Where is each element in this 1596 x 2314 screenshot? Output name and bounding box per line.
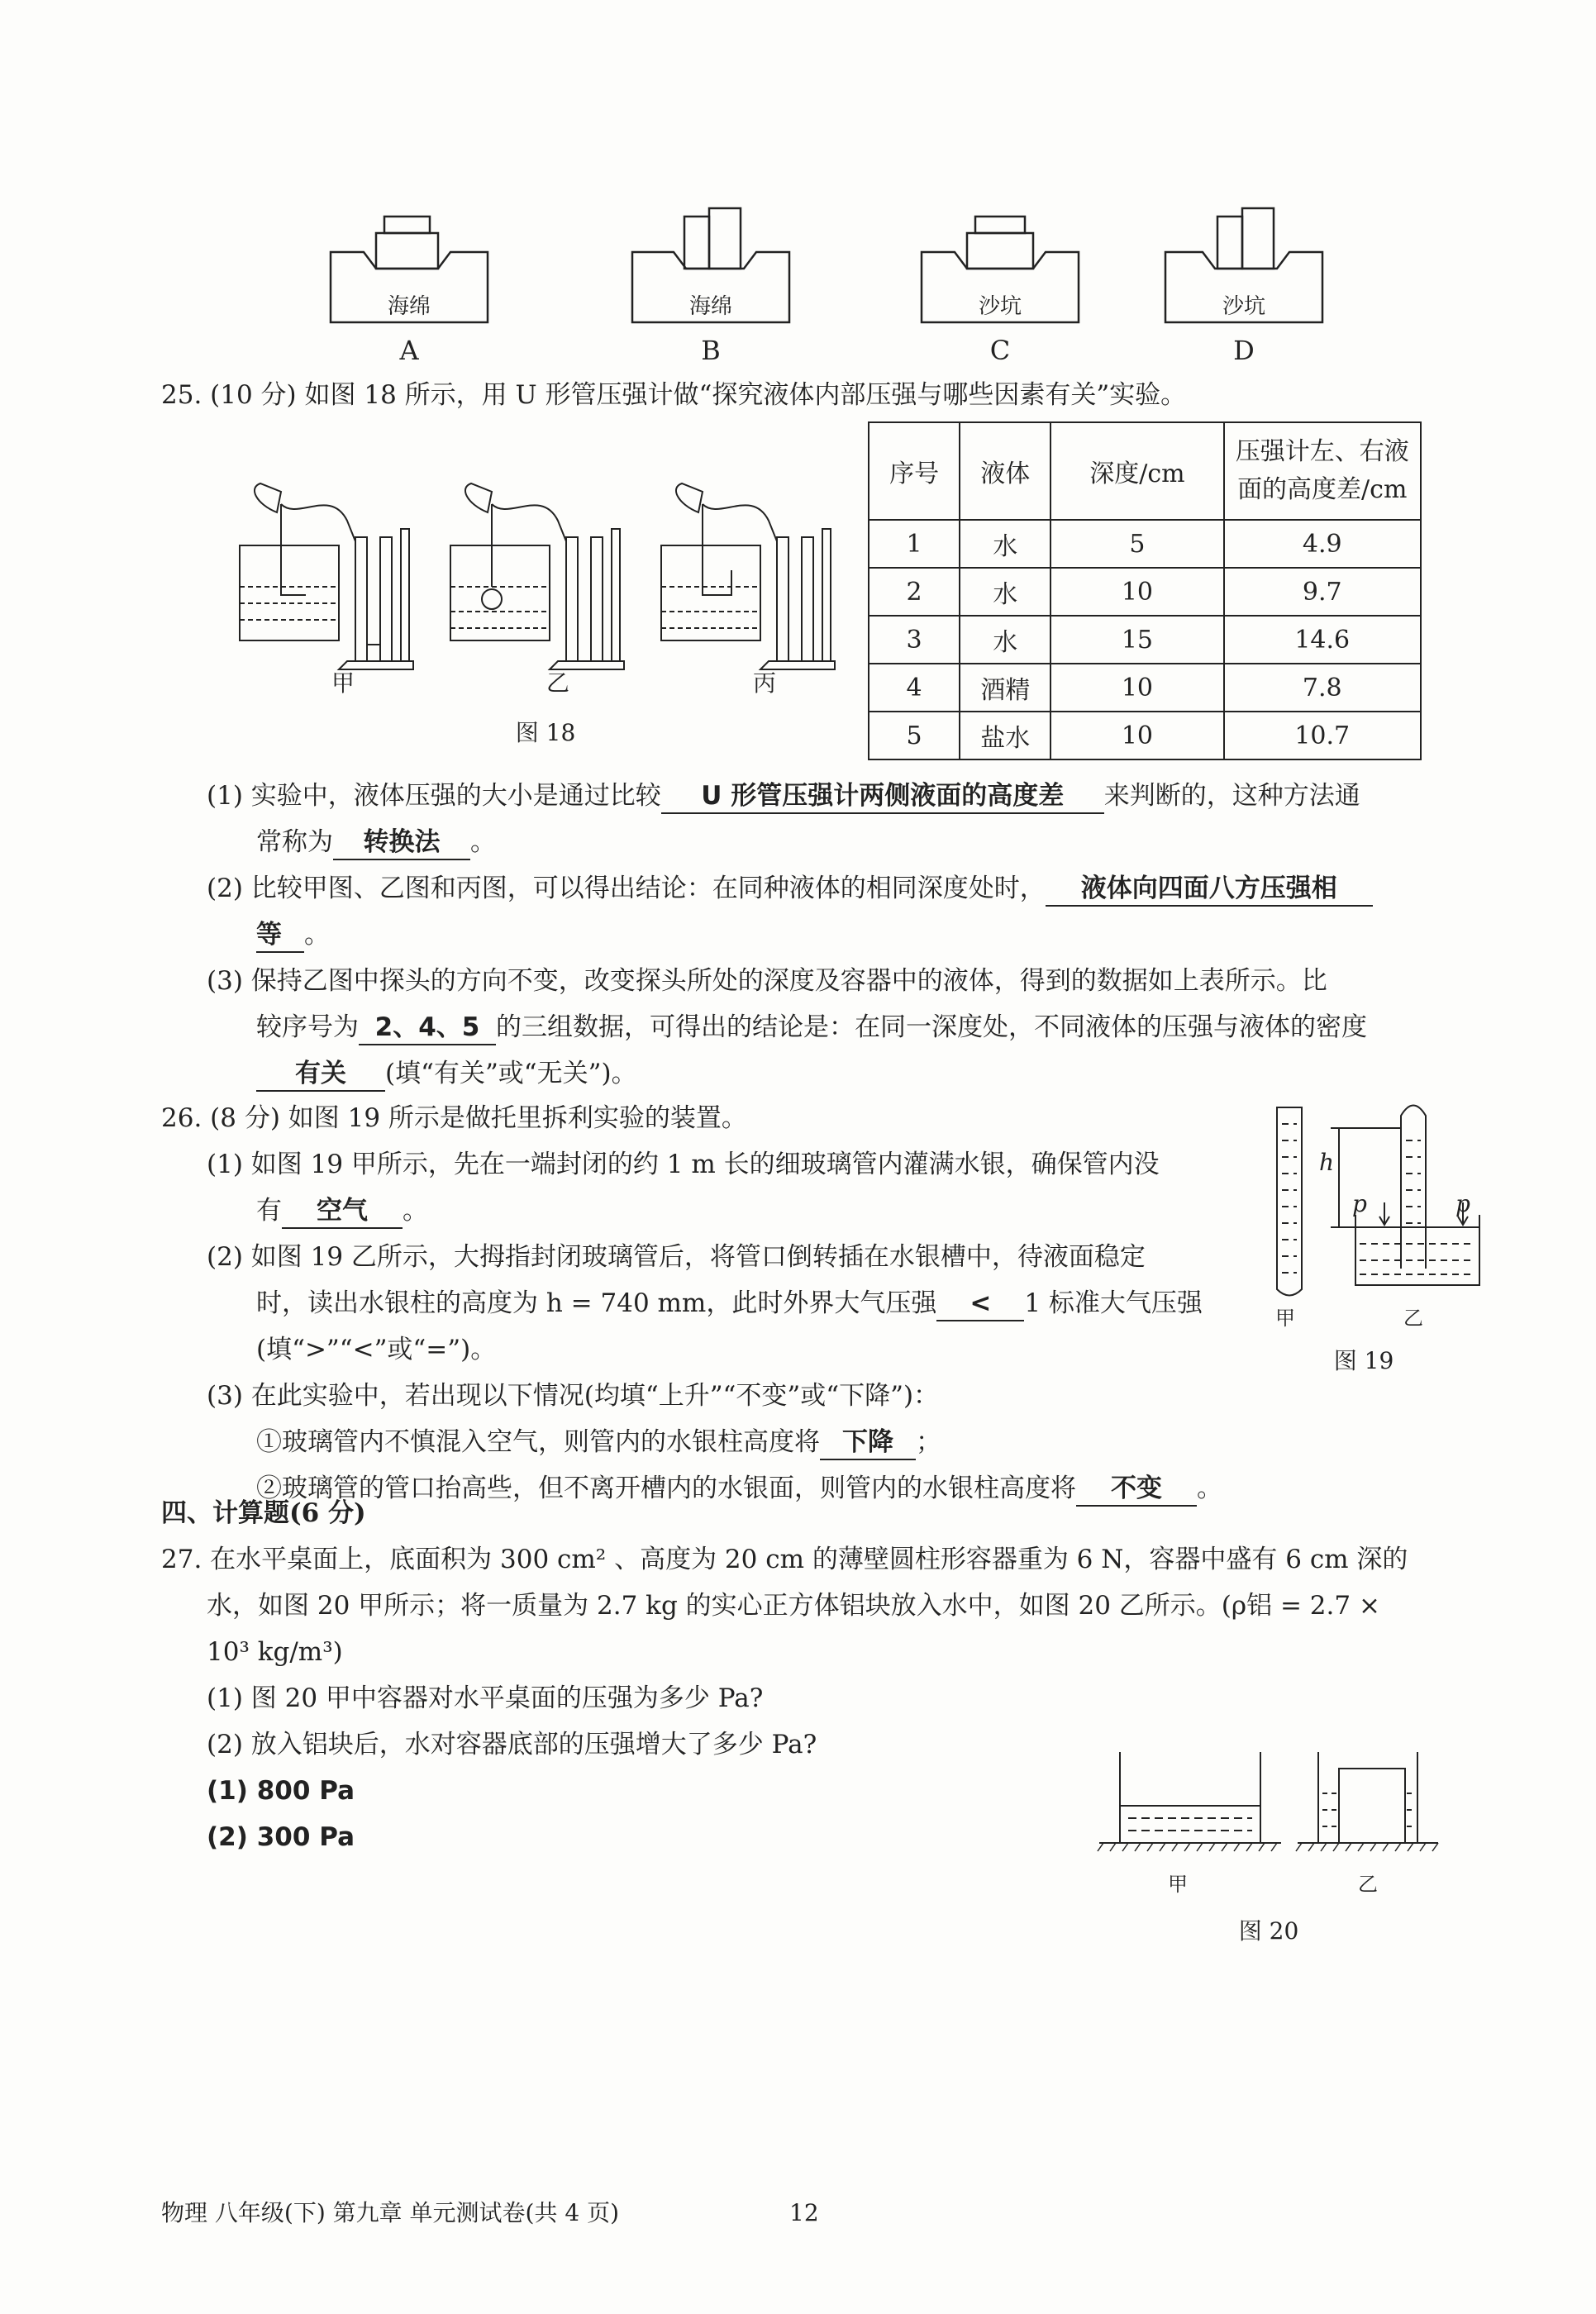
q26-p1-answer: 空气 bbox=[282, 1194, 403, 1229]
footer-text: 物理 八年级(下) 第九章 单元测试卷(共 4 页) bbox=[161, 2199, 620, 2226]
q26-p2-line1: (2) 如图 19 乙所示，大拇指封闭玻璃管后，将管口倒转插在水银槽中，待液面稳定 bbox=[207, 1242, 1146, 1272]
q25-p3-answer: 2、4、5 bbox=[359, 1011, 496, 1045]
option-a-letter: A bbox=[399, 335, 419, 366]
q25-p3-answer2: 有关 bbox=[256, 1057, 385, 1092]
table-header-index: 序号 bbox=[869, 422, 960, 520]
fig19-caption: 图 19 bbox=[1333, 1347, 1394, 1374]
table-header-liquid: 液体 bbox=[960, 422, 1051, 520]
table-cell: 1 bbox=[869, 520, 960, 568]
q27-answer1: (1) 800 Pa bbox=[207, 1776, 355, 1806]
option-a-material: 海绵 bbox=[387, 294, 431, 319]
table-cell: 15 bbox=[1051, 616, 1223, 664]
q25-p2-text-a: (2) 比较甲图、乙图和丙图，可以得出结论：在同种液体的相同深度处时， bbox=[207, 874, 1046, 903]
table-cell: 4 bbox=[869, 664, 960, 712]
q26-p1-text-c: 。 bbox=[403, 1196, 428, 1226]
option-b-letter: B bbox=[701, 335, 721, 366]
fig19-p-left: p bbox=[1352, 1190, 1367, 1217]
table-cell: 4.9 bbox=[1224, 520, 1422, 568]
q26-p1-line2 bbox=[256, 1192, 428, 1230]
table-row bbox=[869, 568, 1421, 616]
option-b-material: 海绵 bbox=[688, 294, 732, 319]
q25-p3-line2 bbox=[256, 1008, 1367, 1046]
q25-p3-text-d: (填“有关”或“无关”)。 bbox=[385, 1059, 637, 1088]
q25-stem: 25. (10 分) 如图 18 所示，用 U 形管压强计做“探究液体内部压强与哪些因素有关”实验。 bbox=[161, 380, 1187, 410]
table-row bbox=[869, 616, 1421, 664]
table-cell: 2 bbox=[869, 568, 960, 616]
q27-line2: 水，如图 20 甲所示；将一质量为 2.7 kg 的实心正方体铝块放入水中，如图 20 乙所示。(ρ铝 = 2.7 × bbox=[207, 1591, 1380, 1621]
q25-p2-answer: 液体向四面八方压强相 bbox=[1046, 872, 1373, 907]
table-cell: 14.6 bbox=[1224, 616, 1422, 664]
fig18-label-bing: 丙 bbox=[752, 669, 776, 697]
q27-sub1: (1) 图 20 甲中容器对水平桌面的压强为多少 Pa? bbox=[207, 1683, 764, 1713]
fig18-caption: 图 18 bbox=[515, 719, 576, 746]
option-d-material: 沙坑 bbox=[1222, 294, 1265, 319]
q26-p3-line: (3) 在此实验中，若出现以下情况(均填“上升”“不变”或“下降”)： bbox=[207, 1381, 940, 1411]
q27-line1: 27. 在水平桌面上，底面积为 300 cm² 、高度为 20 cm 的薄壁圆柱形容器重为 6 N，容器中盛有 6 cm 深的 bbox=[161, 1545, 1408, 1574]
q25-p3-line3 bbox=[256, 1055, 637, 1093]
fig19-h: h bbox=[1318, 1149, 1335, 1176]
table-cell: 7.8 bbox=[1224, 664, 1422, 712]
q25-p2-line2 bbox=[256, 916, 330, 954]
q26-p3-2-text: ②玻璃管的管口抬高些，但不离开槽内的水银面，则管内的水银柱高度将 bbox=[256, 1474, 1076, 1503]
table-header-depth: 深度/cm bbox=[1051, 422, 1223, 520]
table-cell: 3 bbox=[869, 616, 960, 664]
figure-20 bbox=[1091, 1744, 1554, 1868]
table-cell: 酒精 bbox=[960, 664, 1051, 712]
fig20-caption: 图 20 bbox=[1238, 1917, 1299, 1945]
q25-data-table bbox=[868, 421, 1422, 760]
fig18-label-jia: 甲 bbox=[331, 669, 355, 697]
table-row bbox=[869, 664, 1421, 712]
option-d-letter: D bbox=[1233, 335, 1255, 366]
table-cell: 10 bbox=[1051, 568, 1223, 616]
table-cell: 10 bbox=[1051, 712, 1223, 759]
q26-p3-2-answer: 不变 bbox=[1076, 1472, 1197, 1507]
option-c-letter: C bbox=[989, 335, 1011, 366]
section-4-title: 四、计算题(6 分) bbox=[161, 1498, 366, 1528]
table-header-row bbox=[869, 422, 1421, 520]
table-cell: 5 bbox=[1051, 520, 1223, 568]
q25-p3-text-c: 的三组数据，可得出的结论是：在同一深度处，不同液体的压强与液体的密度 bbox=[496, 1012, 1367, 1042]
table-cell: 10 bbox=[1051, 664, 1223, 712]
q25-p1-text-d: 。 bbox=[470, 827, 496, 857]
q26-p2-line2 bbox=[256, 1284, 1203, 1322]
table-row bbox=[869, 520, 1421, 568]
q26-p3-2-line bbox=[256, 1469, 1222, 1507]
q26-p3-1-text: ①玻璃管内不慎混入空气，则管内的水银柱高度将 bbox=[256, 1427, 820, 1457]
q26-p1-line1: (1) 如图 19 甲所示，先在一端封闭的约 1 m 长的细玻璃管内灌满水银，确保管内没 bbox=[207, 1150, 1160, 1179]
q26-p1-text-b: 有 bbox=[256, 1196, 282, 1226]
fig19-label-jia: 甲 bbox=[1275, 1307, 1295, 1330]
q25-p3-text-b: 较序号为 bbox=[256, 1012, 359, 1042]
q26-p3-1-end: ； bbox=[916, 1427, 941, 1457]
q26-p2-line3: (填“>”“<”或“=”)。 bbox=[256, 1335, 497, 1364]
q26-p3-1-line bbox=[256, 1423, 941, 1461]
table-cell: 10.7 bbox=[1224, 712, 1422, 759]
q25-p3-line1 bbox=[207, 962, 1327, 1000]
q25-p1-text-b: 来判断的，这种方法通 bbox=[1103, 781, 1360, 811]
q26-stem: 26. (8 分) 如图 19 所示是做托里拆利实验的装置。 bbox=[161, 1103, 747, 1133]
fig19-label-yi: 乙 bbox=[1403, 1307, 1423, 1330]
table-header-diff-line1: 压强计左、右液 bbox=[1235, 437, 1409, 466]
q25-p1-line1 bbox=[207, 777, 1360, 815]
q25-p1-answer2: 转换法 bbox=[333, 826, 470, 860]
q27-sub2: (2) 放入铝块后，水对容器底部的压强增大了多少 Pa? bbox=[207, 1730, 817, 1759]
q26-p2-answer: < bbox=[936, 1287, 1024, 1321]
q25-p2-text-b: 。 bbox=[304, 920, 330, 950]
q25-p2-line1 bbox=[207, 869, 1373, 907]
fig19-p-right: p bbox=[1455, 1190, 1470, 1217]
table-cell: 水 bbox=[960, 616, 1051, 664]
q25-p2-answer-b: 等 bbox=[256, 918, 304, 953]
figure-18 bbox=[231, 471, 860, 678]
table-cell: 水 bbox=[960, 568, 1051, 616]
q26-p2-text-c: 1 标准大气压强 bbox=[1024, 1288, 1203, 1318]
table-header-diff-line2: 面的高度差/cm bbox=[1237, 475, 1408, 504]
table-header-diff bbox=[1224, 422, 1422, 520]
q27-answer2: (2) 300 Pa bbox=[207, 1822, 355, 1852]
q25-p1-line2 bbox=[256, 823, 496, 861]
table-cell: 5 bbox=[869, 712, 960, 759]
q27-line3: 10³ kg/m³) bbox=[207, 1637, 343, 1667]
q25-p1-text-c: 常称为 bbox=[256, 827, 333, 857]
q26-p3-1-answer: 下降 bbox=[820, 1426, 916, 1460]
fig20-label-yi: 乙 bbox=[1358, 1873, 1378, 1896]
fig20-label-jia: 甲 bbox=[1168, 1873, 1188, 1896]
q26-p2-text-b: 时，读出水银柱的高度为 h = 740 mm，此时外界大气压强 bbox=[256, 1288, 937, 1318]
table-cell: 盐水 bbox=[960, 712, 1051, 759]
table-cell: 水 bbox=[960, 520, 1051, 568]
q25-p3-text-a: (3) 保持乙图中探头的方向不变，改变探头所处的深度及容器中的液体，得到的数据如上表所示。比 bbox=[207, 966, 1327, 996]
page-number: 12 bbox=[789, 2199, 819, 2226]
q25-p1-answer: U 形管压强计两侧液面的高度差 bbox=[661, 779, 1104, 814]
top-figure bbox=[314, 207, 1347, 372]
fig18-label-yi: 乙 bbox=[545, 669, 569, 697]
q26-p3-2-end: 。 bbox=[1197, 1474, 1222, 1503]
table-row bbox=[869, 712, 1421, 759]
q25-p1-text-a: (1) 实验中，液体压强的大小是通过比较 bbox=[207, 781, 661, 811]
table-cell: 9.7 bbox=[1224, 568, 1422, 616]
option-c-material: 沙坑 bbox=[978, 294, 1022, 319]
